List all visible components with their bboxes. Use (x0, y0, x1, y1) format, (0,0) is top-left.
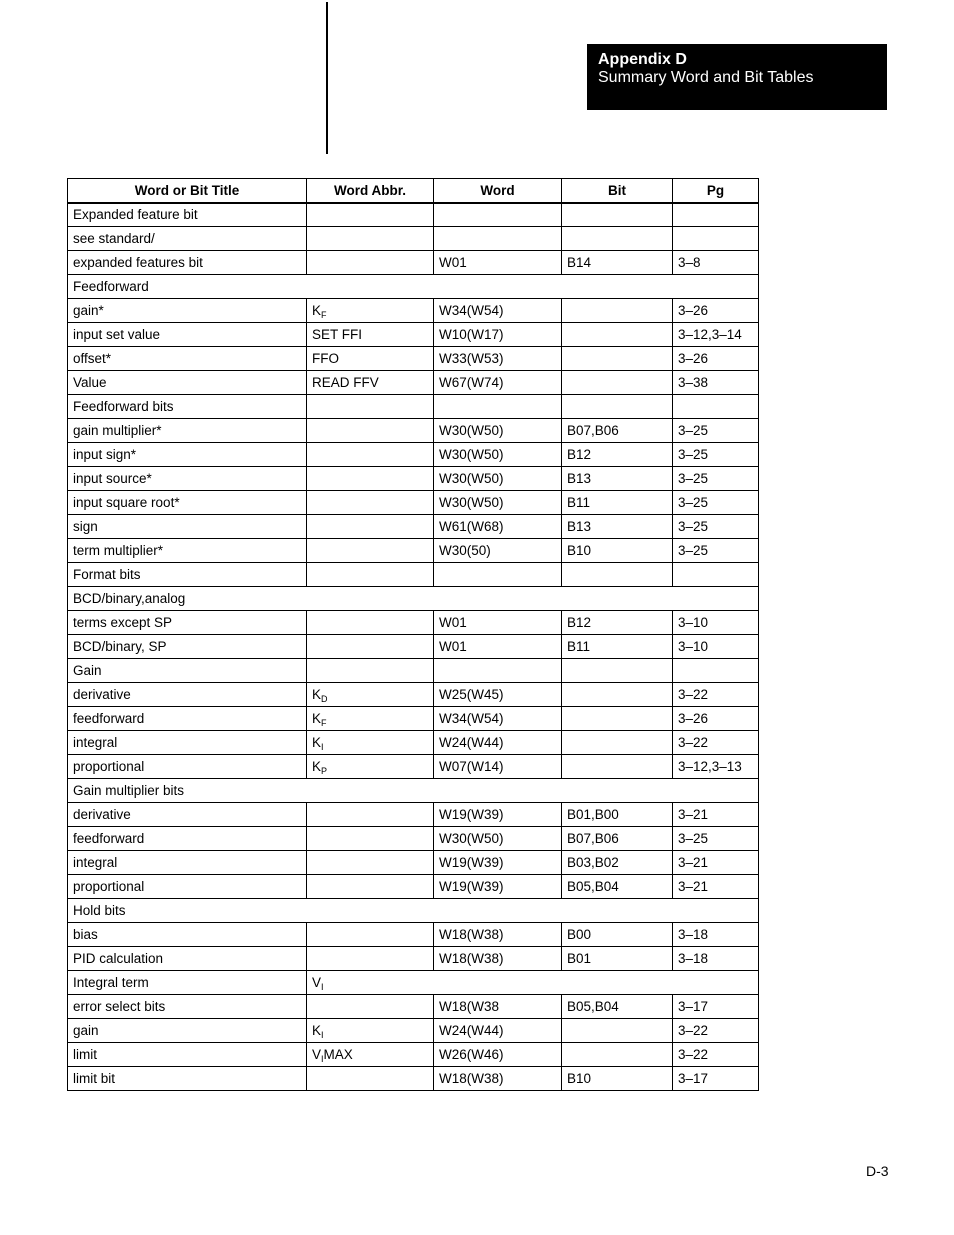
cell-word: W61(W68) (434, 515, 562, 539)
cell-abbr (307, 419, 434, 443)
cell-bit (562, 1043, 673, 1067)
cell-abbr (307, 659, 434, 683)
cell-bit: B11 (562, 491, 673, 515)
cell-bit (562, 731, 673, 755)
cell-bit: B10 (562, 539, 673, 563)
cell-word (434, 203, 562, 227)
cell-abbr (307, 683, 434, 707)
cell-title: Feedforward bits (68, 395, 307, 419)
table-row (68, 251, 759, 275)
table-row (68, 419, 759, 443)
cell-abbr (307, 611, 434, 635)
cell-word: W25(W45) (434, 683, 562, 707)
cell-abbr: FFO (307, 347, 434, 371)
cell-word: W24(W44) (434, 731, 562, 755)
table-row (68, 443, 759, 467)
table-row (68, 587, 759, 611)
cell-pg: 3–25 (673, 467, 759, 491)
cell-title: input source* (68, 467, 307, 491)
cell-bit (562, 227, 673, 251)
table-row (68, 755, 759, 779)
cell-title: terms except SP (68, 611, 307, 635)
cell-title: gain (68, 1019, 307, 1043)
cell-pg: 3–26 (673, 707, 759, 731)
table-row (68, 875, 759, 899)
appendix-title: Appendix D (598, 51, 687, 68)
appendix-subtitle: Summary Word and Bit Tables (598, 69, 814, 86)
table-row (68, 971, 759, 995)
cell-pg (673, 563, 759, 587)
cell-abbr (307, 923, 434, 947)
cell-title: input sign* (68, 443, 307, 467)
cell-word: W34(W54) (434, 707, 562, 731)
table-row (68, 947, 759, 971)
abbr-subscript: I (321, 1030, 324, 1040)
cell-pg: 3–17 (673, 995, 759, 1019)
cell-word: W30(W50) (434, 443, 562, 467)
abbr-subscript: I (321, 742, 324, 752)
cell-pg: 3–21 (673, 851, 759, 875)
word-bit-table (67, 178, 759, 1091)
cell-word: W33(W53) (434, 347, 562, 371)
cell-pg: 3–22 (673, 1019, 759, 1043)
cell-word: W30(W50) (434, 827, 562, 851)
cell-pg: 3–38 (673, 371, 759, 395)
cell-word: W18(W38) (434, 923, 562, 947)
cell-bit (562, 347, 673, 371)
cell-abbr (307, 1019, 434, 1043)
table-row (68, 371, 759, 395)
table-row (68, 467, 759, 491)
cell-title: bias (68, 923, 307, 947)
table-row (68, 923, 759, 947)
cell-title: Integral term (68, 971, 307, 995)
cell-word: W01 (434, 611, 562, 635)
cell-word: W26(W46) (434, 1043, 562, 1067)
table-body (68, 203, 759, 1091)
appendix-header (587, 44, 887, 110)
cell-word (434, 659, 562, 683)
column-header-abbr: Word Abbr. (307, 179, 434, 203)
table-row (68, 803, 759, 827)
cell-title: PID calculation (68, 947, 307, 971)
cell-abbr (307, 539, 434, 563)
cell-title: error select bits (68, 995, 307, 1019)
table-row (68, 1067, 759, 1091)
table-row (68, 515, 759, 539)
abbr-suffix: MAX (323, 1047, 353, 1062)
cell-word (434, 227, 562, 251)
cell-pg: 3–26 (673, 347, 759, 371)
cell-bit (562, 371, 673, 395)
cell-word (434, 395, 562, 419)
cell-bit: B11 (562, 635, 673, 659)
cell-title: Expanded feature bit (68, 203, 307, 227)
cell-pg: 3–10 (673, 635, 759, 659)
cell-abbr (307, 803, 434, 827)
table-row (68, 347, 759, 371)
table-row (68, 203, 759, 227)
cell-title: gain* (68, 299, 307, 323)
table-row (68, 275, 759, 299)
cell-abbr (307, 467, 434, 491)
table-row (68, 1019, 759, 1043)
table-row (68, 995, 759, 1019)
cell-abbr (307, 251, 434, 275)
cell-abbr (307, 995, 434, 1019)
cell-abbr (307, 851, 434, 875)
table-row (68, 707, 759, 731)
cell-word: W18(W38) (434, 947, 562, 971)
cell-word (434, 563, 562, 587)
cell-abbr (307, 491, 434, 515)
cell-bit: B01,B00 (562, 803, 673, 827)
table-row (68, 899, 759, 923)
table-row (68, 323, 759, 347)
table-row (68, 827, 759, 851)
page-number: D-3 (866, 1163, 889, 1179)
cell-title: Gain multiplier bits (68, 779, 759, 803)
cell-bit: B10 (562, 1067, 673, 1091)
cell-title: limit bit (68, 1067, 307, 1091)
cell-word: W19(W39) (434, 851, 562, 875)
cell-abbr (307, 1067, 434, 1091)
abbr-subscript: F (321, 310, 327, 320)
table-row (68, 395, 759, 419)
cell-title: expanded features bit (68, 251, 307, 275)
cell-pg: 3–21 (673, 803, 759, 827)
cell-pg: 3–10 (673, 611, 759, 635)
cell-word: W34(W54) (434, 299, 562, 323)
table-row (68, 731, 759, 755)
cell-title: feedforward (68, 827, 307, 851)
cell-pg (673, 395, 759, 419)
cell-abbr (307, 827, 434, 851)
cell-bit (562, 323, 673, 347)
cell-abbr (307, 515, 434, 539)
column-header-word: Word (434, 179, 562, 203)
cell-title: proportional (68, 755, 307, 779)
cell-pg: 3–25 (673, 419, 759, 443)
cell-bit (562, 755, 673, 779)
cell-bit: B01 (562, 947, 673, 971)
cell-abbr (307, 299, 434, 323)
abbr-symbol: K (312, 687, 322, 702)
cell-bit (562, 563, 673, 587)
cell-abbr: READ FFV (307, 371, 434, 395)
cell-title: integral (68, 851, 307, 875)
abbr-subscript: F (321, 718, 327, 728)
cell-abbr (307, 635, 434, 659)
abbr-subscript: I (321, 1054, 324, 1064)
cell-pg: 3–22 (673, 1043, 759, 1067)
cell-title: derivative (68, 803, 307, 827)
cell-title: limit (68, 1043, 307, 1067)
cell-bit (562, 707, 673, 731)
table-row (68, 1043, 759, 1067)
cell-bit: B07,B06 (562, 827, 673, 851)
cell-title: Hold bits (68, 899, 759, 923)
cell-pg: 3–18 (673, 947, 759, 971)
table-row (68, 779, 759, 803)
cell-abbr (307, 707, 434, 731)
cell-title: Value (68, 371, 307, 395)
cell-bit: B12 (562, 611, 673, 635)
cell-word: W30(W50) (434, 491, 562, 515)
table-row (68, 563, 759, 587)
table-row (68, 683, 759, 707)
cell-pg: 3–26 (673, 299, 759, 323)
table-row (68, 635, 759, 659)
cell-word: W67(W74) (434, 371, 562, 395)
table-row (68, 299, 759, 323)
cell-pg: 3–25 (673, 827, 759, 851)
abbr-symbol: K (312, 1023, 322, 1038)
cell-title: input square root* (68, 491, 307, 515)
cell-bit: B13 (562, 515, 673, 539)
cell-pg: 3–21 (673, 875, 759, 899)
table-row (68, 539, 759, 563)
cell-abbr (307, 443, 434, 467)
cell-word: W19(W39) (434, 875, 562, 899)
cell-title: derivative (68, 683, 307, 707)
table-row (68, 227, 759, 251)
cell-bit (562, 299, 673, 323)
cell-abbr (307, 203, 434, 227)
table-header-row (68, 179, 759, 203)
cell-bit (562, 395, 673, 419)
cell-word: W01 (434, 251, 562, 275)
abbr-symbol: K (312, 711, 322, 726)
cell-title: proportional (68, 875, 307, 899)
cell-bit (562, 1019, 673, 1043)
cell-pg (673, 659, 759, 683)
cell-abbr (307, 1043, 434, 1067)
cell-bit: B12 (562, 443, 673, 467)
cell-word: W18(W38) (434, 1067, 562, 1091)
table-row (68, 611, 759, 635)
cell-abbr (307, 875, 434, 899)
cell-abbr (307, 947, 434, 971)
cell-pg: 3–22 (673, 731, 759, 755)
cell-title: feedforward (68, 707, 307, 731)
table-row (68, 851, 759, 875)
abbr-symbol: V (312, 1047, 322, 1062)
abbr-symbol: K (312, 303, 322, 318)
cell-abbr (307, 227, 434, 251)
table-row (68, 491, 759, 515)
cell-title: BCD/binary,analog (68, 587, 759, 611)
column-header-title: Word or Bit Title (68, 179, 307, 203)
cell-title: integral (68, 731, 307, 755)
cell-bit: B05,B04 (562, 995, 673, 1019)
cell-word: W30(50) (434, 539, 562, 563)
cell-word: W24(W44) (434, 1019, 562, 1043)
cell-word: W07(W14) (434, 755, 562, 779)
cell-word: W10(W17) (434, 323, 562, 347)
cell-pg: 3–25 (673, 539, 759, 563)
cell-pg: 3–18 (673, 923, 759, 947)
cell-abbr (307, 563, 434, 587)
cell-bit: B07,B06 (562, 419, 673, 443)
table-row (68, 659, 759, 683)
cell-pg: 3–12,3–14 (673, 323, 759, 347)
cell-title: see standard/ (68, 227, 307, 251)
cell-word: W01 (434, 635, 562, 659)
cell-title: sign (68, 515, 307, 539)
cell-pg: 3–17 (673, 1067, 759, 1091)
cell-abbr (307, 755, 434, 779)
cell-bit: B00 (562, 923, 673, 947)
abbr-subscript: I (321, 982, 324, 992)
margin-rule (326, 2, 328, 154)
cell-pg: 3–25 (673, 443, 759, 467)
abbr-subscript: D (321, 694, 328, 704)
cell-title: Format bits (68, 563, 307, 587)
cell-pg: 3–8 (673, 251, 759, 275)
cell-title: offset* (68, 347, 307, 371)
cell-word: W30(W50) (434, 467, 562, 491)
cell-pg: 3–25 (673, 515, 759, 539)
cell-pg: 3–12,3–13 (673, 755, 759, 779)
column-header-bit: Bit (562, 179, 673, 203)
cell-title: term multiplier* (68, 539, 307, 563)
abbr-symbol: V (312, 975, 322, 990)
cell-title: Gain (68, 659, 307, 683)
cell-bit: B14 (562, 251, 673, 275)
cell-pg: 3–22 (673, 683, 759, 707)
cell-pg (673, 227, 759, 251)
cell-title: BCD/binary, SP (68, 635, 307, 659)
cell-bit (562, 203, 673, 227)
cell-bit: B13 (562, 467, 673, 491)
cell-title: Feedforward (68, 275, 759, 299)
cell-title: input set value (68, 323, 307, 347)
cell-abbr: SET FFI (307, 323, 434, 347)
cell-abbr (307, 971, 759, 995)
cell-pg (673, 203, 759, 227)
cell-title: gain multiplier* (68, 419, 307, 443)
cell-word: W19(W39) (434, 803, 562, 827)
abbr-symbol: K (312, 759, 322, 774)
cell-pg: 3–25 (673, 491, 759, 515)
cell-bit (562, 683, 673, 707)
cell-abbr (307, 395, 434, 419)
cell-bit: B05,B04 (562, 875, 673, 899)
column-header-pg: Pg (673, 179, 759, 203)
cell-abbr (307, 731, 434, 755)
cell-bit: B03,B02 (562, 851, 673, 875)
cell-word: W30(W50) (434, 419, 562, 443)
abbr-symbol: K (312, 735, 322, 750)
cell-word: W18(W38 (434, 995, 562, 1019)
cell-bit (562, 659, 673, 683)
abbr-subscript: P (321, 766, 328, 776)
